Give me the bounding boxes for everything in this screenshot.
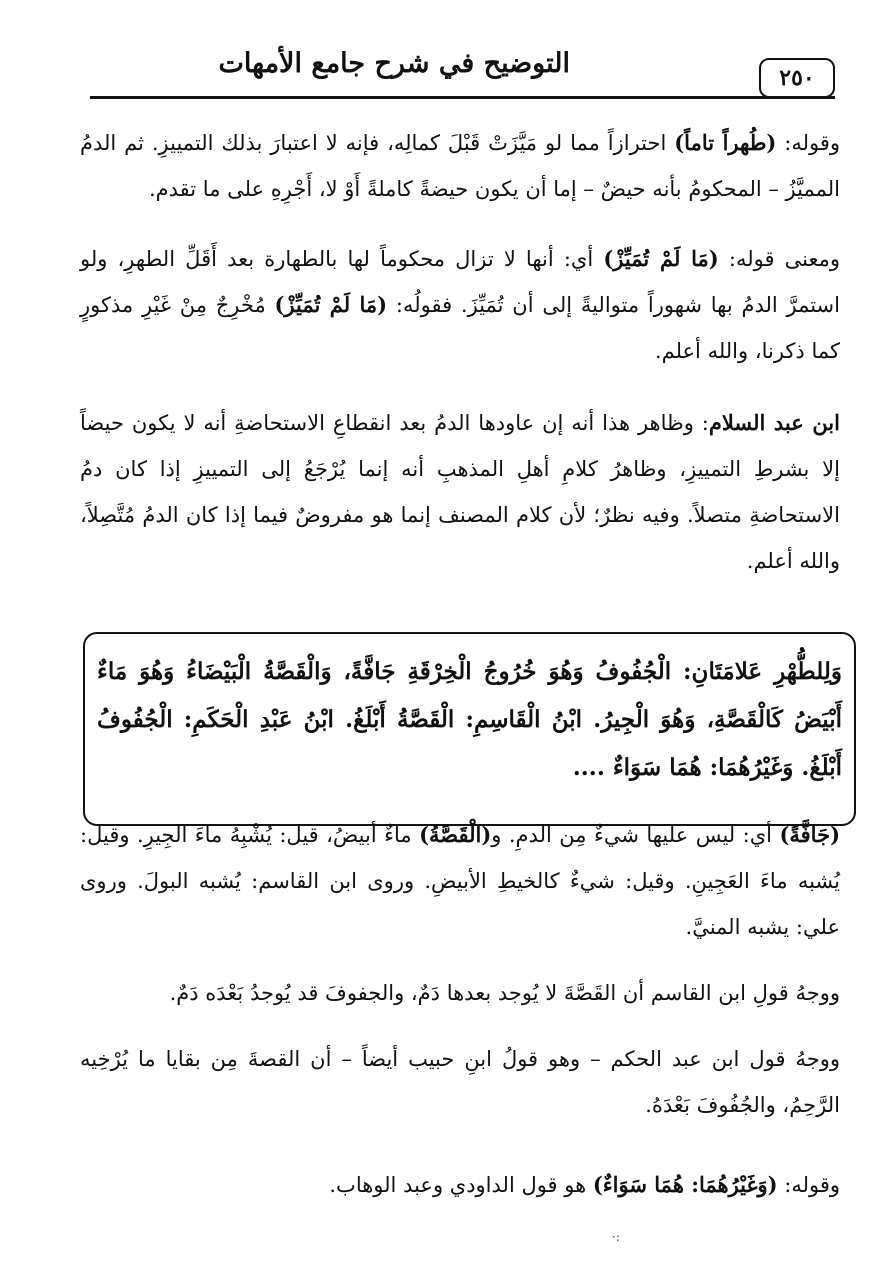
quoted-term: (مَا لَمْ تُمَيِّزْ) (274, 292, 388, 317)
paragraph-text: أي: ليس عليها شيءٌ مِن الدمِ. و (491, 823, 780, 847)
paragraph-text: احترازاً مما لو مَيَّزَتْ قَبْلَ كمالِه، فإنه لا اعتبارَ بذلك التمييزِ. ثم الدمُ المميَّزُ – المحكومُ بأنه حيضٌ – إما أن يكون حيضةً كاملةً أَوْ لا، أَجْرِهِ على ما تقدم. (80, 131, 840, 201)
quoted-term: (طُهراً تاماً) (674, 130, 777, 155)
paragraph-1 (80, 120, 840, 212)
commentary-1 (80, 812, 840, 950)
paragraph-lead: وقوله: (777, 1173, 840, 1197)
quoted-term: (مَا لَمْ تُمَيِّزْ) (603, 246, 719, 271)
paragraph-lead: ومعنى قوله: (718, 247, 840, 271)
paragraph-2 (80, 236, 840, 374)
page-header (90, 40, 835, 99)
matn-box: وَلِلطُّهْرِ عَلامَتَانِ: الْجُفُوفُ وَهُوَ خُرُوجُ الْخِرْقَةِ جَافَّةً، وَالْقَصَّةُ الْبَيْضَاءُ وَهُوَ مَاءٌ أَبْيَضُ كَالْقَصَّةِ، وَهُوَ الْجِيرُ. ابْنُ الْقَاسِمِ: الْقَصَّةُ أَبْلَغُ. ابْنُ عَبْدِ الْحَكَمِ: الْجُفُوفُ أَبْلَغُ. وَغَيْرُهُمَا: هُمَا سَوَاءٌ .... (83, 632, 856, 826)
paragraph-text: أي: أنها لا تزال محكوماً لها بالطهارة بعد أَقَلِّ الطهرِ، ولو استمرَّ الدمُ بها شهوراً متواليةً إلى أن تُمَيِّزَ. فقولُه: (80, 247, 840, 317)
commentary-3: ووجهُ قول ابن عبد الحكم – وهو قولُ ابنِ حبيب أيضاً – أن القصةَ مِن بقايا ما يُرْخِيه الرَّحِمُ، والجُفُوفَ بَعْدَهُ. (80, 1047, 840, 1117)
commentary-2: ووجهُ قولِ ابن القاسم أن القَصَّةَ لا يُوجد بعدها دَمٌ، والجفوفَ قد يُوجدُ بَعْدَه دَمٌ. (169, 981, 840, 1005)
quoted-term: (جَافَّةً) (779, 822, 841, 847)
paragraph-lead: وقوله: (776, 131, 841, 155)
paragraph-text: مُخْرِجٌ مِنْ غَيْرِ مذكورٍ كما ذكرنا، والله أعلم. (80, 293, 840, 363)
page-number: ٢٥٠ (759, 58, 835, 98)
quoted-term: (الْقَصَّةُ) (419, 822, 492, 847)
paragraph-text: ماءٌ أبيضُ، قيل: يُشْبِهُ ماءَ الجِيرِ. وقيل: يُشبه ماءَ العَجِينِ. وقيل: شيءٌ كالخيطِ الأبيضِ. وروى ابن القاسم: يُشبه البولَ. وروى علي: يشبه المنيَّ. (80, 823, 840, 939)
paragraph-text: هو قول الداودي وعبد الوهاب. (329, 1173, 593, 1197)
book-title: التوضيح في شرح جامع الأمهات (218, 48, 570, 79)
paragraph-3 (80, 400, 840, 584)
scholar-name: ابن عبد السلام (708, 410, 840, 435)
quoted-term: (وَغَيْرُهُمَا: هُمَا سَوَاءٌ) (592, 1172, 778, 1197)
commentary-4 (80, 1162, 840, 1208)
paragraph-text: : وظاهر هذا أنه إن عاودها الدمُ بعد انقطاعِ الاستحاضةِ أنه لا يكون حيضاً إلا بشرطِ التمييزِ، وظاهرُ كلامِ أهلِ المذهبِ أنه إنما يُرْجَعُ إلى التمييزِ إذا كان دمُ الاستحاضةِ متصلاً. وفيه نظرٌ؛ لأن كلام المصنف إنما هو مفروضٌ فيما إذا كان الدمُ مُتَّصِلاً، والله أعلم. (80, 411, 840, 573)
footer-marks: ·: (612, 1230, 620, 1244)
